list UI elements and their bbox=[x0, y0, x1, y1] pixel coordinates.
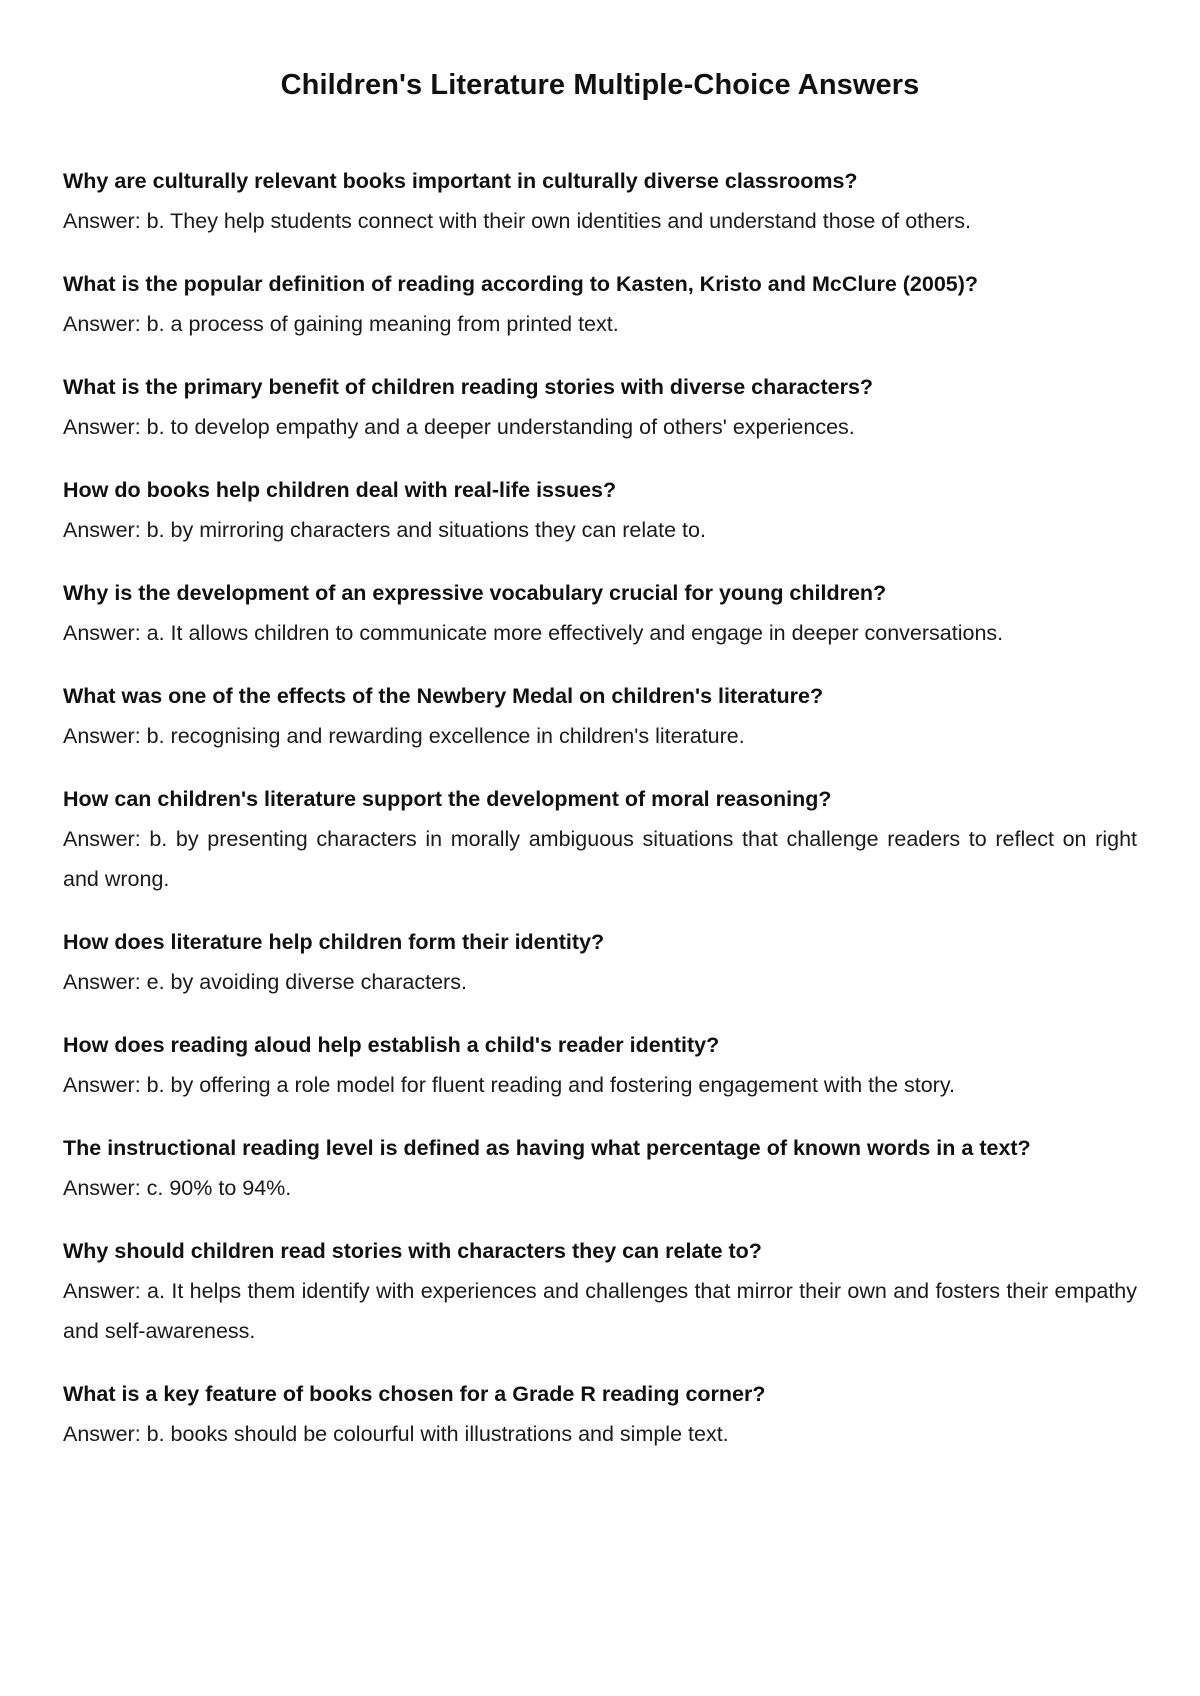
qa-item bbox=[63, 1374, 1137, 1454]
answer-text: Answer: b. a process of gaining meaning from printed text. bbox=[63, 312, 619, 336]
question-text: Why should children read stories with characters they can relate to? bbox=[63, 1239, 762, 1263]
answer-text: Answer: b. recognising and rewarding excellence in children's literature. bbox=[63, 724, 745, 748]
question-text: How does literature help children form their identity? bbox=[63, 930, 605, 954]
qa-item bbox=[63, 779, 1137, 899]
answer-text: Answer: b. books should be colourful with illustrations and simple text. bbox=[63, 1422, 729, 1446]
qa-item bbox=[63, 676, 1137, 756]
question-text: What is the primary benefit of children reading stories with diverse characters? bbox=[63, 375, 874, 399]
answer-text: Answer: c. 90% to 94%. bbox=[63, 1176, 292, 1200]
qa-item bbox=[63, 1231, 1137, 1351]
question-text: What was one of the effects of the Newbery Medal on children's literature? bbox=[63, 684, 824, 708]
question-text: How do books help children deal with real-life issues? bbox=[63, 478, 617, 502]
answer-text: Answer: a. It helps them identify with experiences and challenges that mirror their own and fosters their empathy and self-awareness. bbox=[63, 1279, 1137, 1343]
qa-item bbox=[63, 161, 1137, 241]
answer-text: Answer: a. It allows children to communicate more effectively and engage in deeper conversations. bbox=[63, 621, 1004, 645]
question-text: Why is the development of an expressive vocabulary crucial for young children? bbox=[63, 581, 887, 605]
question-text: How can children's literature support the development of moral reasoning? bbox=[63, 787, 832, 811]
question-text: The instructional reading level is defined as having what percentage of known words in a text? bbox=[63, 1136, 1031, 1160]
qa-item bbox=[63, 264, 1137, 344]
answer-text: Answer: b. They help students connect with their own identities and understand those of others. bbox=[63, 209, 971, 233]
answer-text: Answer: b. to develop empathy and a deeper understanding of others' experiences. bbox=[63, 415, 855, 439]
question-text: How does reading aloud help establish a child's reader identity? bbox=[63, 1033, 720, 1057]
qa-item bbox=[63, 573, 1137, 653]
question-text: What is a key feature of books chosen for a Grade R reading corner? bbox=[63, 1382, 766, 1406]
document-title: Children's Literature Multiple-Choice Answers bbox=[280, 69, 920, 101]
qa-list bbox=[63, 161, 1137, 1454]
answer-text: Answer: b. by presenting characters in morally ambiguous situations that challenge readers to reflect on right and wrong. bbox=[63, 827, 1137, 891]
answer-text: Answer: b. by offering a role model for fluent reading and fostering engagement with the story. bbox=[63, 1073, 955, 1097]
question-text: Why are culturally relevant books important in culturally diverse classrooms? bbox=[63, 169, 858, 193]
qa-item bbox=[63, 922, 1137, 1002]
qa-item bbox=[63, 1025, 1137, 1105]
answer-text: Answer: e. by avoiding diverse characters. bbox=[63, 970, 467, 994]
question-text: What is the popular definition of reading according to Kasten, Kristo and McClure (2005)? bbox=[63, 272, 979, 296]
qa-item bbox=[63, 367, 1137, 447]
qa-item bbox=[63, 1128, 1137, 1208]
answer-text: Answer: b. by mirroring characters and situations they can relate to. bbox=[63, 518, 706, 542]
qa-item bbox=[63, 470, 1137, 550]
